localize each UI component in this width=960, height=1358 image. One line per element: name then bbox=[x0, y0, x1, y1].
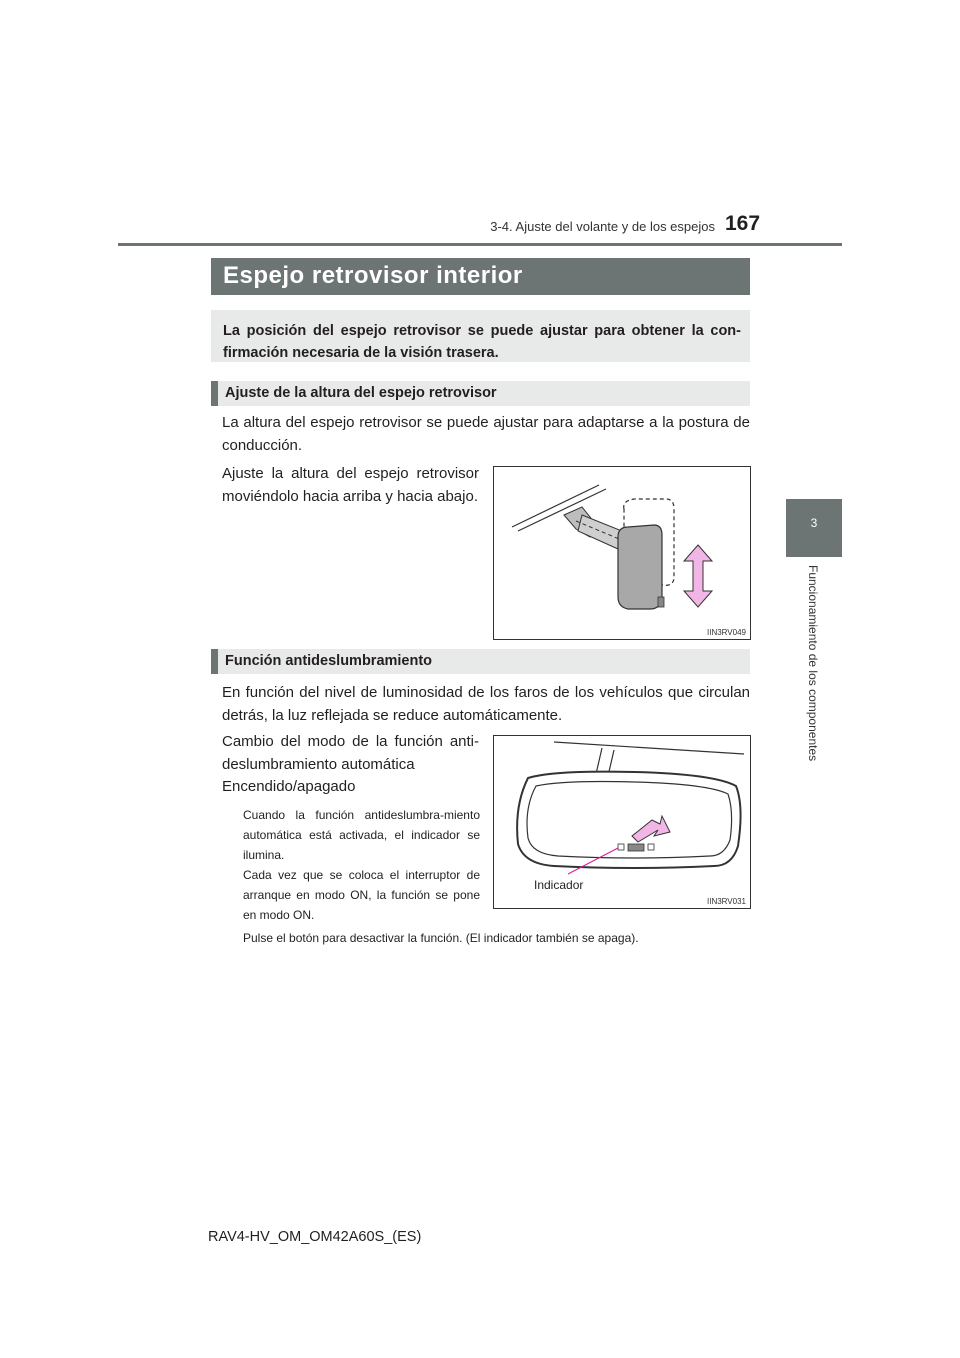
figure-code: IIN3RV031 bbox=[707, 897, 746, 906]
mirror-height-figure bbox=[493, 466, 751, 640]
section1-paragraph: La altura del espejo retrovisor se puede ajustar para adaptarse a la postura de conducción. bbox=[222, 414, 750, 454]
section-marker bbox=[211, 649, 218, 674]
antiglare-figure bbox=[493, 735, 751, 909]
footer-document-code: RAV4-HV_OM_OM42A60S_(ES) bbox=[208, 1229, 422, 1245]
section-heading-text: Función antideslumbramiento bbox=[225, 653, 433, 669]
indicator-label: Indicador bbox=[534, 878, 584, 892]
page-number: 167 bbox=[725, 212, 761, 235]
section2-subheading: Encendido/apagado bbox=[222, 778, 356, 795]
page-title: Espejo retrovisor interior bbox=[223, 262, 523, 289]
header-rule bbox=[118, 243, 842, 246]
section2-instruction: Cambio del modo de la función anti-deslumbramiento automática bbox=[222, 733, 479, 773]
chapter-title: Funcionamiento de los componentes bbox=[806, 565, 820, 762]
page-title-bar bbox=[211, 258, 750, 295]
note-indicator: Cuando la función antideslumbra-miento automática está activada, el indicador se ilumina. bbox=[243, 808, 480, 862]
figure-code: IIN3RV049 bbox=[707, 628, 746, 637]
running-head: 3-4. Ajuste del volante y de los espejos bbox=[490, 219, 715, 234]
mirror-height-illustration bbox=[494, 467, 750, 639]
section-heading-height bbox=[211, 381, 750, 406]
chapter-tab: 3 bbox=[786, 499, 842, 557]
antiglare-mirror-illustration bbox=[494, 736, 750, 908]
section-marker bbox=[211, 381, 218, 406]
intro-text: La posición del espejo retrovisor se puede ajustar para obtener la con-firmación necesaria de la visión trasera. bbox=[223, 323, 741, 361]
section2-paragraph: En función del nivel de luminosidad de los faros de los vehículos que circulan detrás, la luz reflejada se reduce automáticamente. bbox=[222, 684, 750, 724]
section-heading-text: Ajuste de la altura del espejo retrovisor bbox=[225, 385, 497, 401]
note-deactivate: Pulse el botón para desactivar la función. (El indicador también se apaga). bbox=[243, 931, 639, 945]
section1-instruction: Ajuste la altura del espejo retrovisor moviéndolo hacia arriba y hacia abajo. bbox=[222, 465, 479, 505]
chapter-side-label bbox=[786, 565, 842, 795]
note-power-on: Cada vez que se coloca el interruptor de arranque en modo ON, la función se pone en modo ON. bbox=[243, 868, 480, 922]
intro-box bbox=[211, 310, 750, 362]
section-heading-antiglare bbox=[211, 649, 750, 674]
